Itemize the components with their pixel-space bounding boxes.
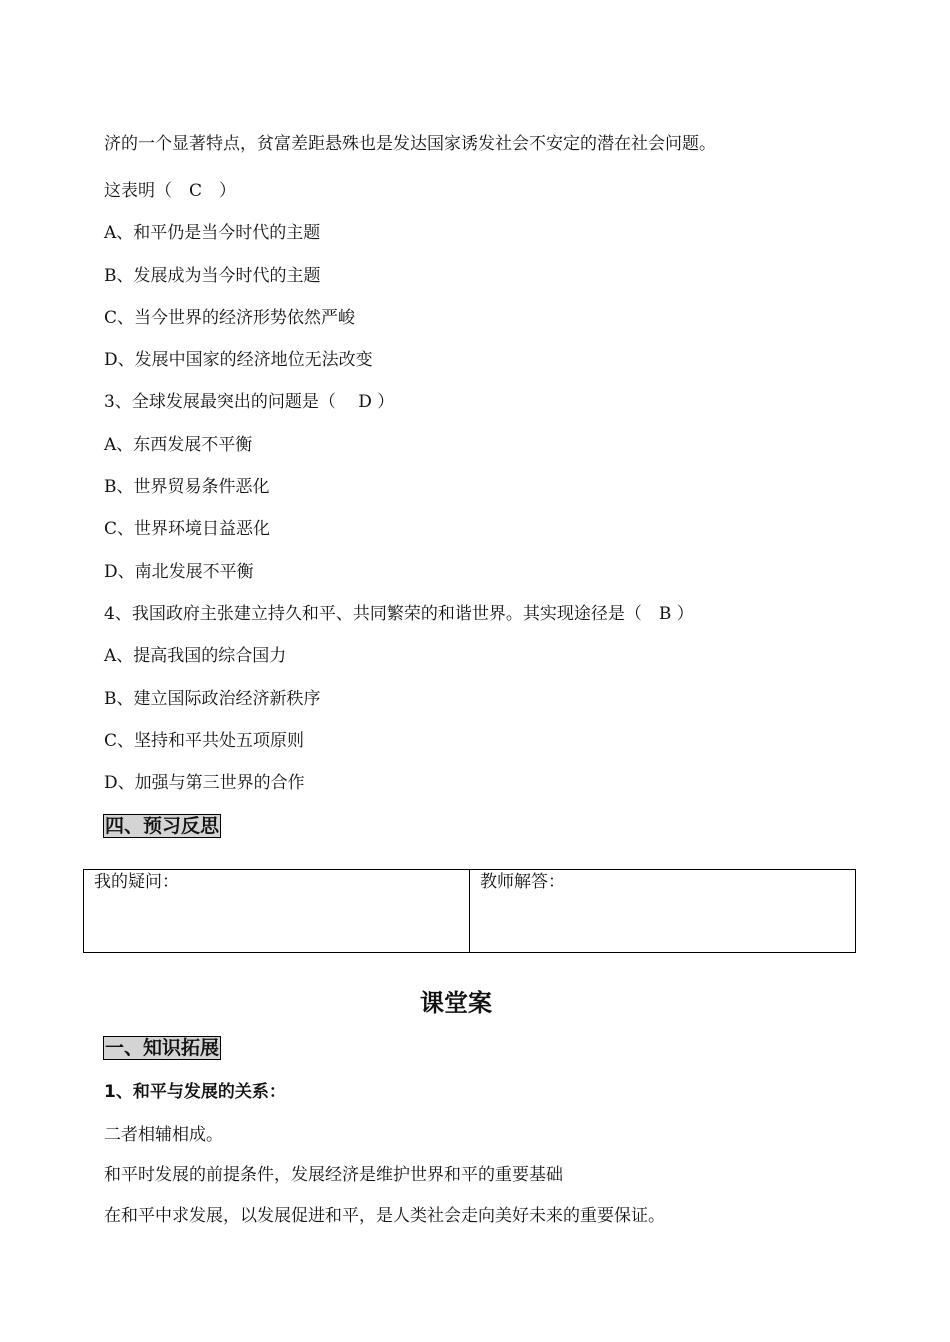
option-a: A、东西发展不平衡 bbox=[104, 435, 253, 455]
body-line: 和平时发展的前提条件，发展经济是维护世界和平的重要基础 bbox=[104, 1165, 563, 1185]
reflection-table bbox=[83, 869, 856, 953]
section-heading-knowledge: 一、知识拓展 bbox=[105, 1037, 220, 1059]
option-b: B、建立国际政治经济新秩序 bbox=[104, 689, 321, 709]
option-c: C、坚持和平共处五项原则 bbox=[104, 731, 305, 751]
option-d: D、加强与第三世界的合作 bbox=[104, 773, 305, 793]
question-stem: 这表明（ C ） bbox=[104, 181, 237, 201]
option-b: B、世界贸易条件恶化 bbox=[104, 477, 270, 497]
question-stem: 4、我国政府主张建立持久和平、共同繁荣的和谐世界。其实现途径是（ B ） bbox=[104, 604, 694, 624]
teacher-answer-cell[interactable] bbox=[470, 870, 856, 953]
body-line: 二者相辅相成。 bbox=[104, 1125, 223, 1145]
option-d: D、南北发展不平衡 bbox=[104, 562, 254, 582]
my-question-cell[interactable] bbox=[84, 870, 470, 953]
teacher-answer-label: 教师解答： bbox=[480, 872, 565, 892]
text-line: 济的一个显著特点，贫富差距悬殊也是发达国家诱发社会不安定的潜在社会问题。 bbox=[104, 134, 716, 154]
option-a: A、和平仍是当今时代的主题 bbox=[104, 223, 321, 243]
body-line: 在和平中求发展，以发展促进和平，是人类社会走向美好未来的重要保证。 bbox=[104, 1206, 665, 1226]
option-b: B、发展成为当今时代的主题 bbox=[104, 266, 321, 286]
question-stem: 3、全球发展最突出的问题是（ D ） bbox=[104, 392, 395, 412]
option-c: C、当今世界的经济形势依然严峻 bbox=[104, 308, 356, 328]
my-question-label: 我的疑问： bbox=[94, 872, 179, 892]
subheading: 1、和平与发展的关系： bbox=[104, 1082, 286, 1102]
section-heading-reflection: 四、预习反思 bbox=[105, 815, 220, 837]
page-title: 课堂案 bbox=[420, 989, 492, 1017]
option-c: C、世界环境日益恶化 bbox=[104, 519, 271, 539]
option-d: D、发展中国家的经济地位无法改变 bbox=[104, 350, 373, 370]
option-a: A、提高我国的综合国力 bbox=[104, 646, 287, 666]
